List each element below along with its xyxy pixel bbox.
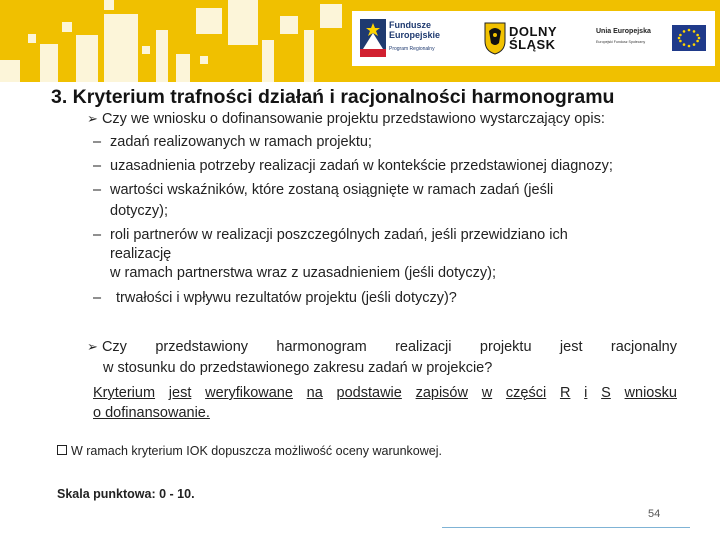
word: na [306,385,323,401]
funds-sub: Program Regionalny [389,46,435,52]
region-line1: DOLNY [509,24,557,39]
funds-line2: Europejskie [389,30,441,40]
funds-logo-icon [360,19,386,57]
word: w [481,385,493,401]
verification-note-line2: o dofinansowanie. [93,405,210,421]
eu-sub: Europejski Fundusz Społeczny [596,40,646,44]
word: realizacji [395,339,452,355]
arrow-bullet-icon: ➢ [87,339,98,354]
word: i [584,385,588,401]
dash-bullet: – [93,290,102,306]
verification-note [93,385,677,401]
funds-logo-text [389,20,440,40]
word: wniosku [624,385,677,401]
word: jest [559,339,583,355]
checkbox-bullet-icon [57,445,67,455]
word: jest [168,385,192,401]
slide-title: 3. Kryterium trafności działań i racjonalności harmonogramu [51,86,615,108]
eu-flag-icon [672,25,706,51]
question-1 [87,111,605,127]
conditional-note [57,444,442,458]
word: podstawie [336,385,402,401]
eu-title: Unia Europejska [596,28,651,35]
region-crest-icon [483,21,507,55]
dash-bullet: – [93,134,102,150]
word: weryfikowane [205,385,293,401]
word: R [559,385,571,401]
funds-line1: Fundusze [389,20,431,30]
list-item-continued: realizację [110,246,172,262]
dash-bullet: – [93,227,102,243]
question-2-start [87,339,127,355]
list-item-continued: dotyczy); [110,203,169,219]
question-2-line2: w stosunku do przedstawionego zakresu zadań w projekcie? [103,360,493,376]
word: zapisów [415,385,468,401]
question-1-text: Czy we wniosku o dofinansowanie projektu przedstawiono wystarczający opis: [101,111,605,127]
list-item: uzasadnienia potrzeby realizacji zadań w kontekście przedstawionej diagnozy; [110,158,613,174]
word: racjonalny [610,339,677,355]
region-logo-text [509,25,557,51]
list-item: roli partnerów w realizacji poszczególnych zadań, jeśli przewidziano ich [110,227,568,243]
list-item-continued: w ramach partnerstwa wraz z uzasadnieniem (jeśli dotyczy); [110,265,496,281]
word: przedstawiony [155,339,249,355]
word: części [505,385,547,401]
header-banner [0,0,720,82]
word: harmonogram [276,339,367,355]
list-item: trwałości i wpływu rezultatów projektu (jeśli dotyczy)? [116,290,457,306]
word: Czy [101,339,127,355]
region-line2: ŚLĄSK [509,37,556,52]
footer-divider [442,527,690,528]
list-item: zadań realizowanych w ramach projektu; [110,134,372,150]
word: S [601,385,611,401]
score-scale: Skala punktowa: 0 - 10. [57,487,195,501]
question-2 [87,339,677,355]
page-number: 54 [648,508,661,520]
list-item: wartości wskaźników, które zostaną osiągnięte w ramach zadań (jeśli [110,182,554,198]
word: projektu [479,339,532,355]
dash-bullet: – [93,182,102,198]
dash-bullet: – [93,158,102,174]
conditional-note-text: W ramach kryterium IOK dopuszcza możliwość oceny warunkowej. [71,444,442,458]
word: Kryterium [93,385,156,401]
arrow-bullet-icon: ➢ [87,111,98,126]
